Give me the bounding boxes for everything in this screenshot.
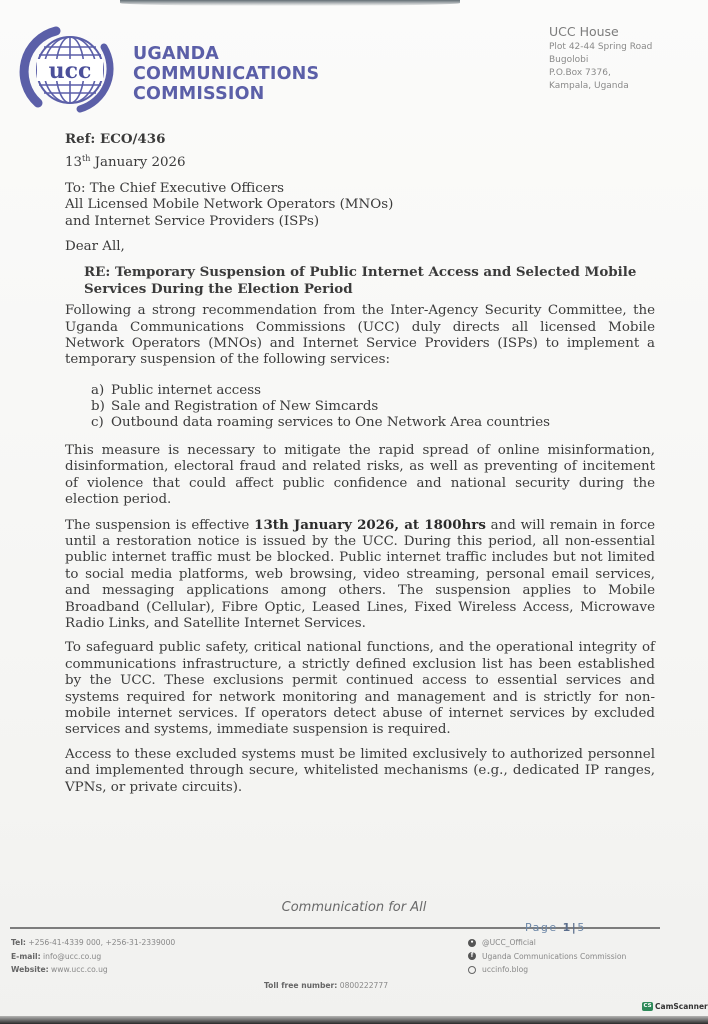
page-number: Page 1|5 <box>525 921 586 934</box>
tagline: Communication for All <box>281 900 427 915</box>
organization-name: UGANDA COMMUNICATIONS COMMISSION <box>133 44 320 104</box>
paragraph-rationale: This measure is necessary to mitigate the rapid spread of online misinformation, disinformation, electoral fraud and related risks, as well as preventing of incitement of violence that could affect public confidence and national security during the election period. <box>65 442 655 508</box>
letter-body <box>65 131 655 804</box>
contact-email: E-mail: info@ucc.co.ug <box>11 951 102 961</box>
social-twitter: • @UCC_Official <box>468 936 626 950</box>
contact-tel: Tel: +256-41-4339 000, +256-31-2339000 <box>11 938 176 947</box>
svg-text:ucc: ucc <box>48 58 92 84</box>
scan-shadow-bottom <box>0 1016 708 1024</box>
camscanner-watermark: CS CamScanner <box>643 1002 708 1011</box>
contact-details <box>11 936 175 977</box>
list-item: c) Outbound data roaming services to One Network Area countries <box>91 414 551 430</box>
paragraph-exclusions: To safeguard public safety, critical national functions, and the operational integrity of communications infrastructure, a strictly defined exclusion list has been established by the UCC. These exclusions permit continued access to essential services and systems required for network monitoring and management and is strictly for non-mobile internet services. If operators detect abuse of internet services by excluded services and systems, immediate suspension is required. <box>65 640 655 738</box>
contact-website: Website: www.ucc.co.ug <box>11 965 108 974</box>
salutation: Dear All, <box>65 239 125 255</box>
blog-icon <box>468 966 476 974</box>
address-line: P.O.Box 7376, <box>549 68 611 78</box>
reference-number: Ref: ECO/436 <box>65 131 166 147</box>
effective-datetime: 13th January 2026, at 1800hrs <box>254 516 486 533</box>
social-links <box>468 936 626 977</box>
paragraph-effective-date: The suspension is effective 13th January 2026, at 1800hrs and will remain in force until a restoration notice is issued by the UCC. During this period, all non-essential public internet traffic must be blocked. Public internet traffic includes but not limited to social media platforms, web browsing, video streaming, personal email services, and messaging applications among others. The suspension applies to Mobile Broadband (Cellular), Fibre Optic, Leased Lines, Fixed Wireless Access, Microwave Radio Links, and Satellite Internet Services. <box>65 516 655 631</box>
toll-free-number: Toll free number: 0800222777 <box>264 981 389 990</box>
address-line: Plot 42-44 Spring Road <box>549 42 653 52</box>
subject-line: RE: Temporary Suspension of Public Internet Access and Selected Mobile Services During the Election Period <box>84 264 637 297</box>
address-line: Kampala, Uganda <box>549 81 629 91</box>
social-blog: uccinfo.blog <box>468 963 626 977</box>
scan-shadow-top <box>120 0 460 6</box>
paragraph-directive: Following a strong recommendation from the Inter-Agency Security Committee, the Uganda Communications Commissions (UCC) duly directs all licensed Mobile Network Operators (MNOs) and Internet Service Providers (ISPs) to implement a temporary suspension of the following services: <box>65 303 655 368</box>
list-item: b) Sale and Registration of New Simcards <box>91 398 379 414</box>
twitter-icon: • <box>468 939 476 947</box>
letter-date: 13th January 2026 <box>65 154 186 171</box>
list-item: a) Public internet access <box>91 382 261 398</box>
addressee-block: To: The Chief Executive Officers All Licensed Mobile Network Operators (MNOs) and Internet Service Providers (ISPs) <box>65 180 394 229</box>
facebook-icon: f <box>468 952 476 960</box>
address-line: Bugolobi <box>549 55 589 65</box>
ucc-logo-icon <box>18 25 118 115</box>
camscanner-icon: CS <box>643 1003 652 1009</box>
social-facebook: f Uganda Communications Commission <box>468 950 626 964</box>
address-house: UCC House <box>549 24 619 39</box>
suspended-services-list <box>65 383 655 431</box>
office-address <box>549 24 652 93</box>
paragraph-access: Access to these excluded systems must be limited exclusively to authorized personnel and implemented through secure, whitelisted mechanisms (e.g., dedicated IP ranges, VPNs, or private circuits). <box>65 746 655 795</box>
